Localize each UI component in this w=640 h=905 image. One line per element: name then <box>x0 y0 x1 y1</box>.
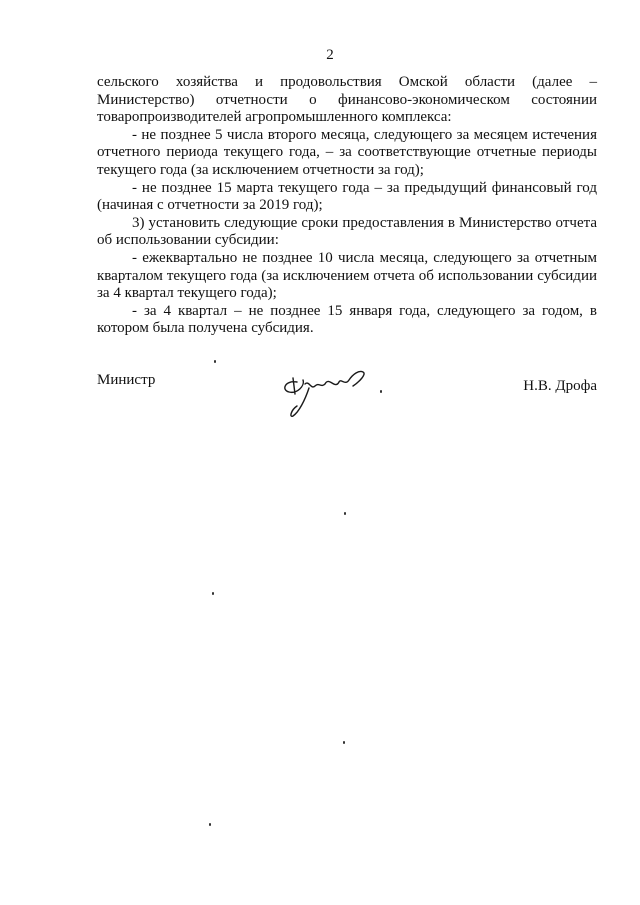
body-line: - ежеквартально не позднее 10 числа месяца, следующего за отчетным <box>132 249 597 266</box>
body-line: за 4 квартал текущего года); <box>97 285 277 302</box>
body-line: - за 4 квартал – не позднее 15 января года, следующего за годом, в <box>132 302 597 319</box>
body-text <box>97 74 597 338</box>
body-line: котором была получена субсидия. <box>97 320 314 337</box>
body-line: товаропроизводителей агропромышленного комплекса: <box>97 109 452 126</box>
signatory-name: Н.В. Дрофа <box>523 378 597 394</box>
page-number: 2 <box>326 47 334 63</box>
signatory-title: Министр <box>97 372 156 388</box>
body-line: об использовании субсидии: <box>97 232 279 249</box>
body-line: кварталом текущего года (за исключением отчета об использовании субсидии <box>97 267 597 284</box>
handwritten-signature <box>275 360 375 422</box>
scan-speck <box>214 360 216 363</box>
body-line: текущего года (за исключением отчетности за год); <box>97 161 424 178</box>
body-line: (начиная с отчетности за 2019 год); <box>97 197 323 214</box>
body-line: отчетного периода текущего года, – за соответствующие отчетные периоды <box>97 144 597 161</box>
body-line: Министерство) отчетности о финансово-экономическом состоянии <box>97 91 597 108</box>
scan-speck <box>212 592 214 595</box>
body-line: - не позднее 5 числа второго месяца, следующего за месяцем истечения <box>132 126 597 143</box>
body-line: - не позднее 15 марта текущего года – за предыдущий финансовый год <box>132 179 597 196</box>
scan-speck <box>380 390 382 393</box>
signature-block <box>97 372 597 432</box>
scan-speck <box>209 823 211 826</box>
body-line: сельского хозяйства и продовольствия Омской области (далее – <box>97 74 597 90</box>
scan-speck <box>343 741 345 744</box>
scan-speck <box>344 512 346 515</box>
body-line: 3) установить следующие сроки предоставления в Министерство отчета <box>132 214 597 231</box>
